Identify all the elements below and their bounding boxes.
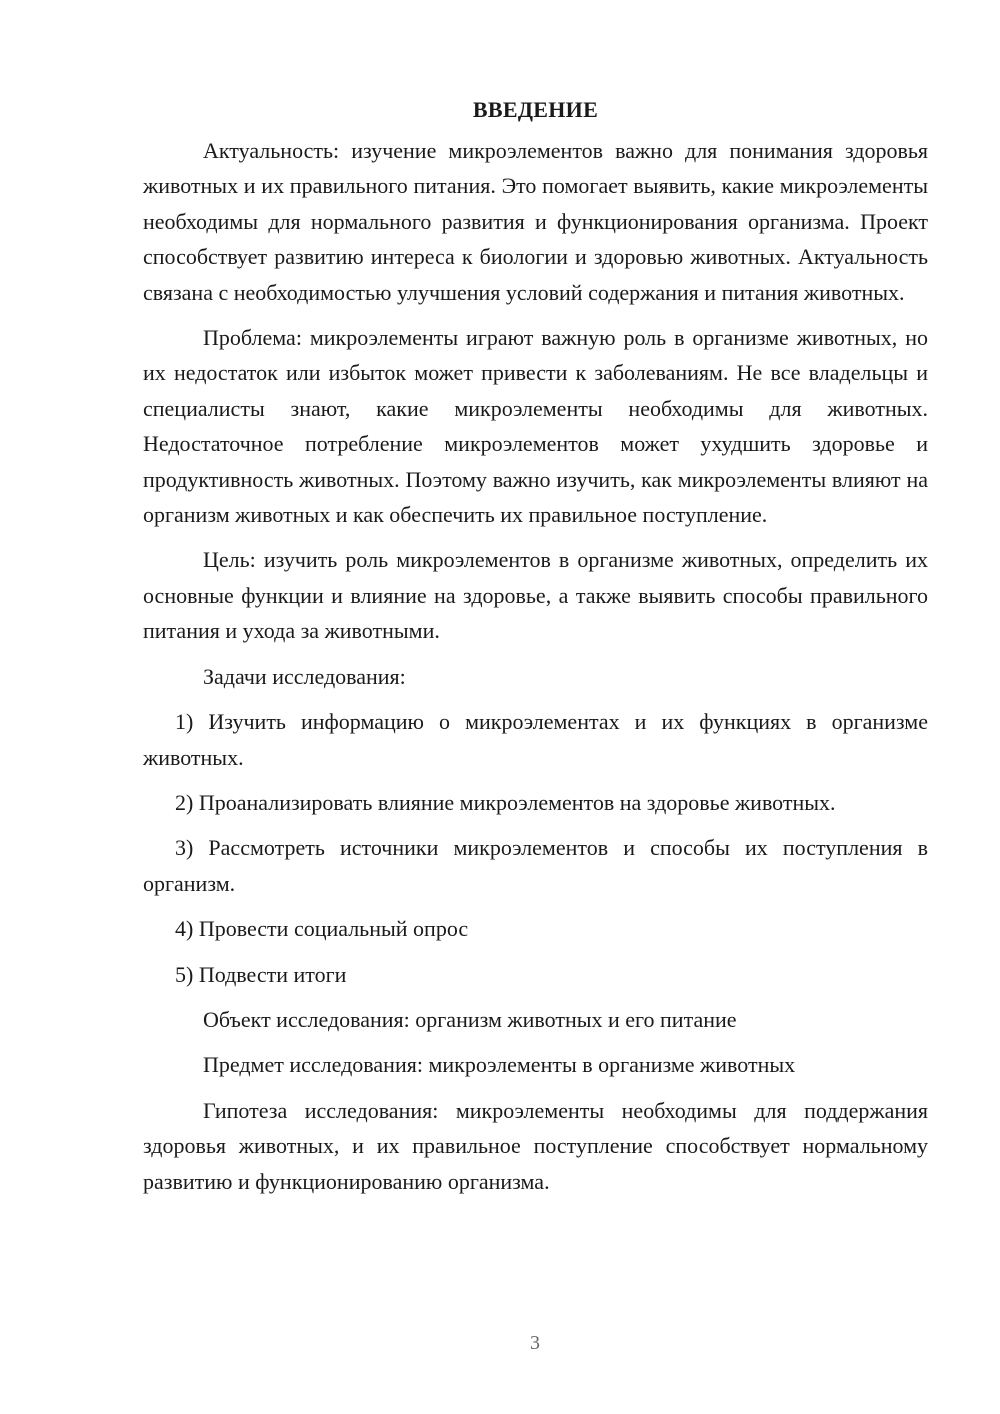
- section-title: ВВЕДЕНИЕ: [472, 97, 599, 122]
- tasks-heading: Задачи исследования:: [203, 663, 406, 689]
- hypothesis-paragraph: Гипотеза исследования: микроэлементы необходимы для поддержания здоровья животных, и их правильное поступление способствует нормальному развитию и функционированию организма.: [143, 1097, 928, 1194]
- task-item-5: 5) Подвести итоги: [175, 961, 347, 987]
- page-content: [143, 92, 928, 1199]
- object-paragraph: Объект исследования: организм животных и его питание: [203, 1006, 737, 1032]
- subject-paragraph: Предмет исследования: микроэлементы в организме животных: [203, 1052, 796, 1078]
- problem-paragraph: Проблема: микроэлементы играют важную роль в организме животных, но их недостаток или избыток может привести к заболеваниям. Не все владельцы и специалисты знают, какие микроэлементы необходимы для животных. Недостаточное потребление микроэлементов может ухудшить здоровье и продуктивность животных. Поэтому важно изучить, как микроэлементы влияют на организм животных и как обеспечить их правильное поступление.: [143, 325, 928, 528]
- goal-paragraph: Цель: изучить роль микроэлементов в организме животных, определить их основные функции и влияние на здоровье, а также выявить способы правильного питания и ухода за животными.: [143, 547, 928, 644]
- task-item-2: 2) Проанализировать влияние микроэлементов на здоровье животных.: [175, 789, 836, 815]
- relevance-paragraph: Актуальность: изучение микроэлементов важно для понимания здоровья животных и их правильного питания. Это помогает выявить, какие микроэлементы необходимы для нормального развития и функционирования организма. Проект способствует развитию интереса к биологии и здоровью животных. Актуальность связана с необходимостью улучшения условий содержания и питания животных.: [143, 138, 928, 305]
- task-item-4: 4) Провести социальный опрос: [175, 916, 469, 942]
- task-item-1: 1) Изучить информацию о микроэлементах и их функциях в организме животных.: [143, 709, 928, 770]
- task-item-3: 3) Рассмотреть источники микроэлементов и способы их поступления в организм.: [143, 835, 928, 896]
- page-number: 3: [530, 1332, 540, 1354]
